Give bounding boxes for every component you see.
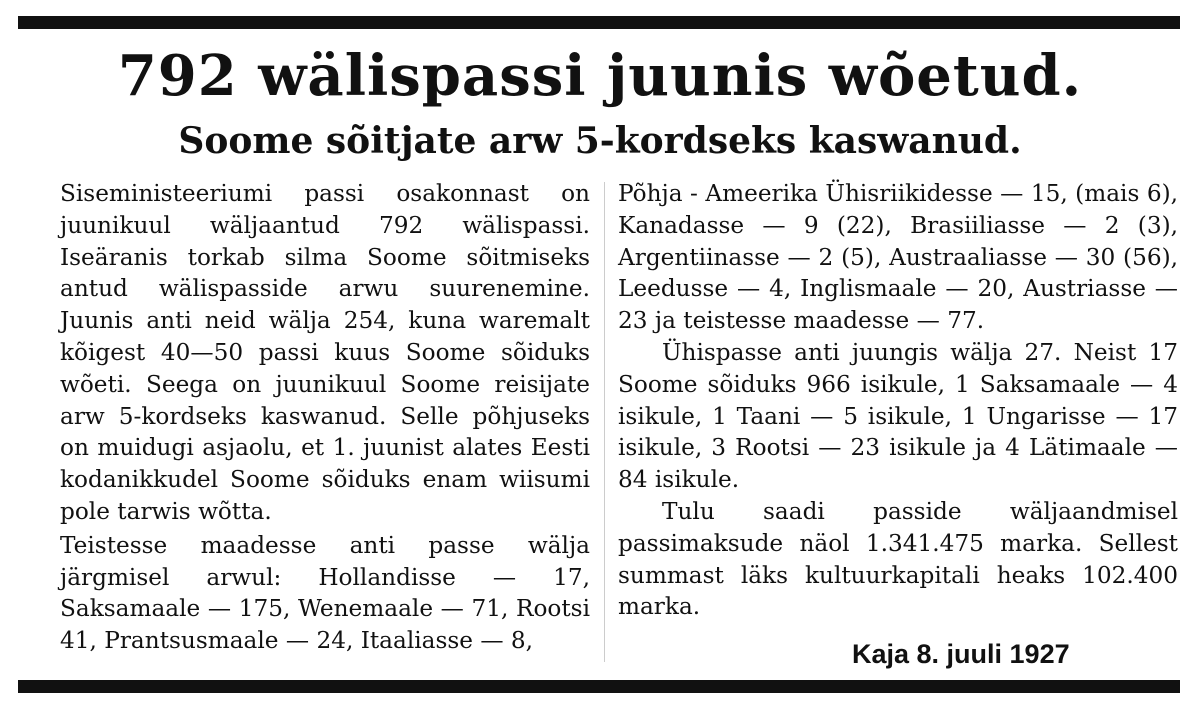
left-column	[60, 178, 590, 657]
right-paragraph-3: Tulu saadi passide wäljaandmisel passimaksude näol 1.341.475 marka. Sellest summast läks kultuurkapitali heaks 102.400 marka.	[618, 497, 1178, 621]
bottom-rule	[18, 680, 1180, 693]
left-paragraph-1: Siseministeeriumi passi osakonnast on juunikuul wäljaantud 792 wälispassi. Iseäranis torkab silma Soome sõitmiseks antud wälispasside arwu suurenemine. Juunis anti neid wälja 254, kuna waremalt kõigest 40—50 passi kuus Soome sõiduks wõeti. Seega on juunikuul Soome reisijate arw 5-kordseks kaswanud. Selle põhjuseks on muidugi asjaolu, et 1. juunist alates Eesti kodanikkudel Soome sõiduks enam wiisumi pole tarwis wõtta.	[60, 180, 590, 525]
right-column	[618, 178, 1178, 623]
right-paragraph-2: Ühispasse anti juungis wälja 27. Neist 17 Soome sõiduks 966 isikule, 1 Saksamaale — 4 isikule, 1 Taani — 5 isikule, 1 Ungarisse — 17 isikule, 3 Rootsi — 23 isikule ja 4 Lätimaale — 84 isikule.	[618, 338, 1178, 494]
article-subheadline: Soome sõitjate arw 5-kordseks kaswanud.	[178, 120, 1022, 162]
left-paragraph-2: Teistesse maadesse anti passe wälja järgmisel arwul: Hollandisse — 17, Saksamaale — 175, Wenemaale — 71, Rootsi 41, Prantsusmaale — 24, Itaaliasse — 8,	[60, 531, 590, 655]
column-divider	[604, 182, 605, 662]
article-headline: 792 wälispassi juunis wõetud.	[117, 43, 1083, 109]
source-citation: Kaja 8. juuli 1927	[852, 639, 1070, 669]
top-rule	[18, 16, 1180, 29]
right-paragraph-1: Põhja - Ameerika Ühisriikidesse — 15, (mais 6), Kanadasse — 9 (22), Brasiiliasse — 2 (3), Argentiinasse — 2 (5), Austraaliasse — 30 (56), Leedusse — 4, Inglismaale — 20, Austriasse — 23 ja teistesse maadesse — 77.	[618, 180, 1178, 335]
